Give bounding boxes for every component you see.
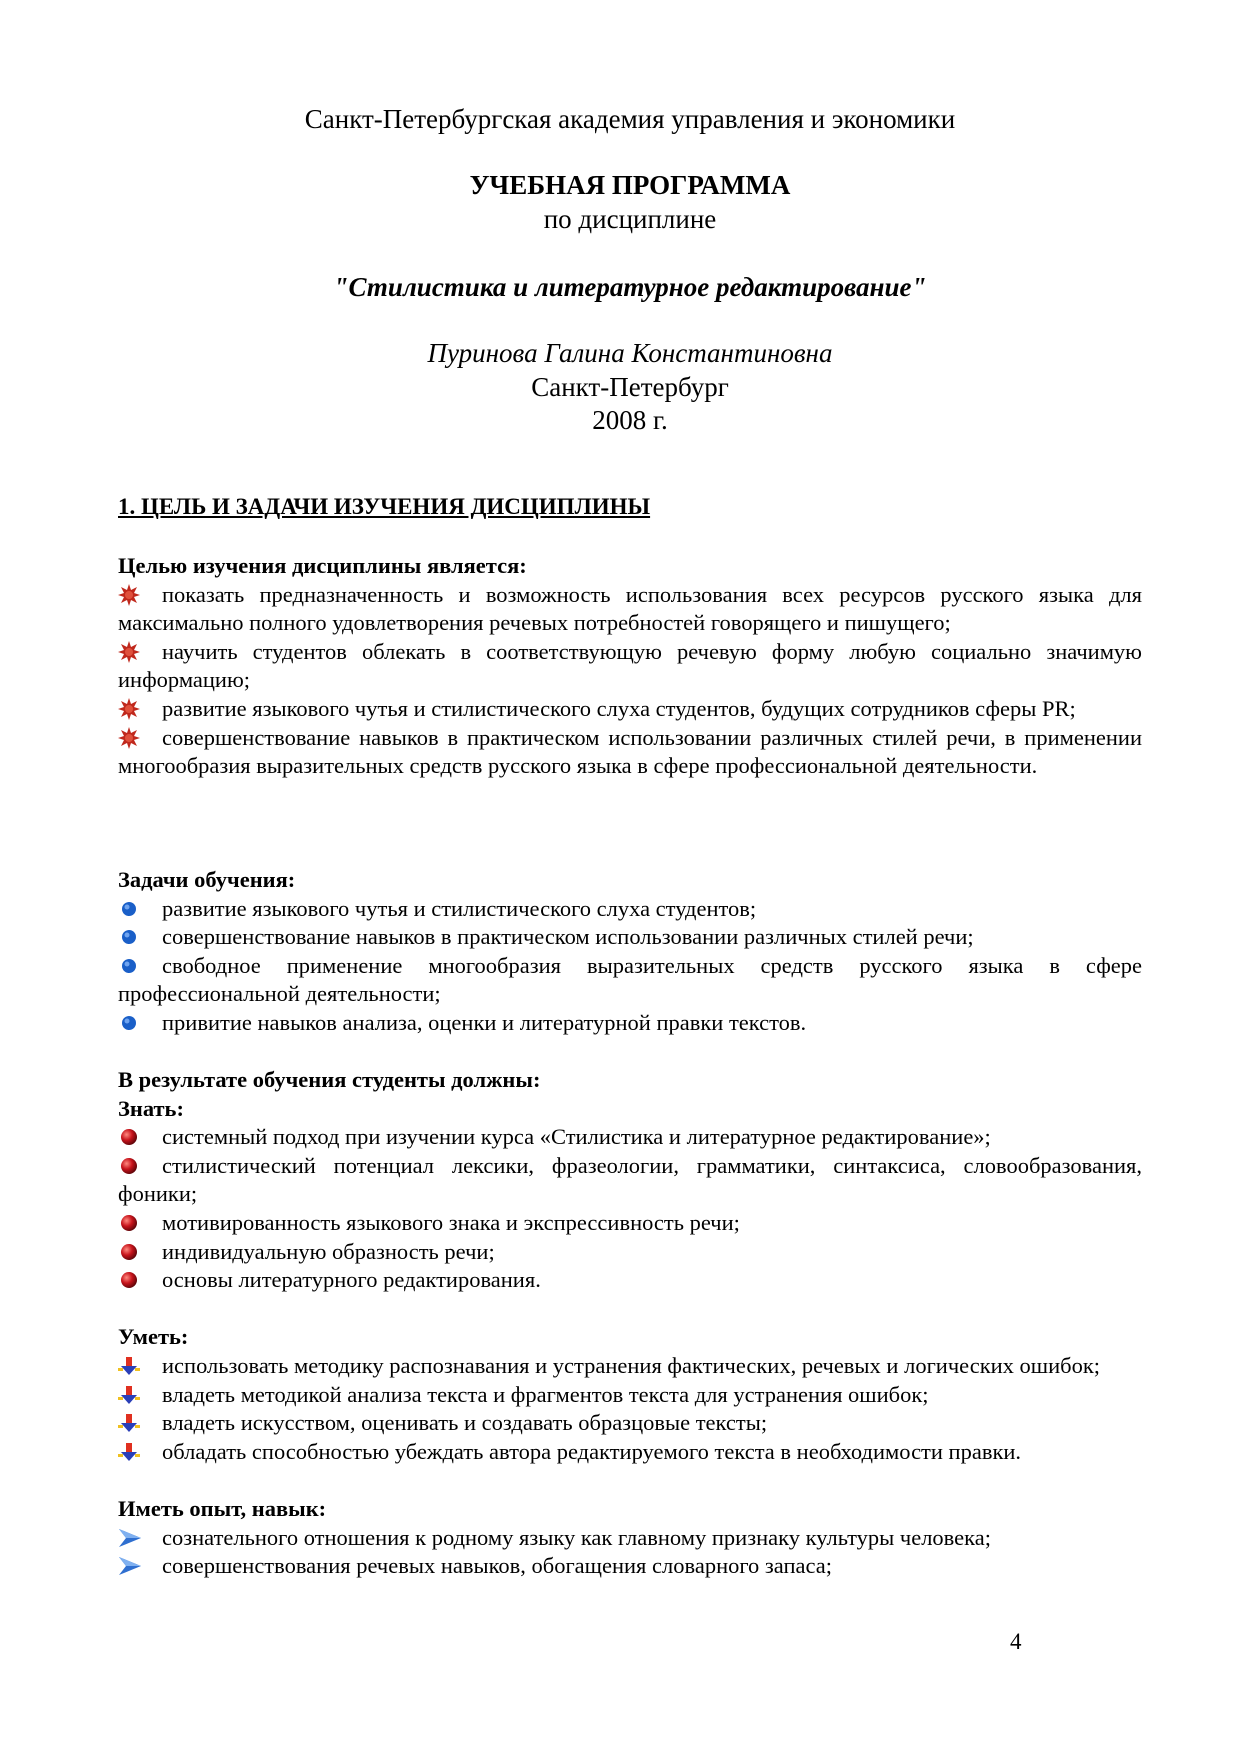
tasks-heading: Задачи обучения: xyxy=(118,867,296,892)
arrow-down-bullet-icon xyxy=(118,1441,142,1465)
dot-bullet-icon xyxy=(118,1012,142,1036)
star-bullet-icon xyxy=(118,727,142,751)
list-item: системный подход при изучении курса «Стилистика и литературное редактирование»; xyxy=(118,1123,1142,1152)
ball-bullet-icon xyxy=(118,1241,142,1265)
ball-bullet-icon xyxy=(118,1212,142,1236)
discipline-title: "Стилистика и литературное редактирование" xyxy=(333,272,927,302)
arrow-down-bullet-icon xyxy=(118,1384,142,1408)
list-item: стилистический потенциал лексики, фразеологии, грамматики, синтаксиса, словообразования, фоники; xyxy=(118,1152,1142,1207)
document-title: УЧЕБНАЯ ПРОГРАММА xyxy=(469,170,791,200)
list-item: использовать методику распознавания и устранения фактических, речевых и логических ошибок; xyxy=(118,1352,1142,1381)
list-item: развитие языкового чутья и стилистического слуха студентов; xyxy=(118,895,1142,924)
page-number: 4 xyxy=(1010,1629,1022,1654)
star-bullet-icon xyxy=(118,641,142,665)
experience-heading: Иметь опыт, навык: xyxy=(118,1495,327,1521)
list-item: совершенствование навыков в практическом использовании различных стилей речи; xyxy=(118,923,1142,952)
ball-bullet-icon xyxy=(118,1126,142,1150)
dot-bullet-icon xyxy=(118,926,142,950)
list-item: совершенствование навыков в практическом использовании различных стилей речи, в применении многообразия выразительных средств русского языка в сфере профессиональной деятельности. xyxy=(118,724,1142,779)
goals-heading: Целью изучения дисциплины является: xyxy=(118,553,527,578)
tasks-block xyxy=(118,866,1142,1038)
list-item: мотивированность языкового знака и экспрессивность речи; xyxy=(118,1209,1142,1238)
list-item: обладать способностью убеждать автора редактируемого текста в необходимости правки. xyxy=(118,1438,1142,1467)
list-item: научить студентов облекать в соответствующую речевую форму любую социально значимую информацию; xyxy=(118,638,1142,693)
list-item: владеть методикой анализа текста и фрагментов текста для устранения ошибок; xyxy=(118,1381,1142,1410)
city: Санкт-Петербург xyxy=(531,372,729,402)
institution-name: Санкт-Петербургская академия управления и экономики xyxy=(304,104,956,134)
list-item: сознательного отношения к родному языку как главному признаку культуры человека; xyxy=(118,1524,1142,1553)
list-item: основы литературного редактирования. xyxy=(118,1266,1142,1295)
document-subtitle: по дисциплине xyxy=(543,204,717,234)
ball-bullet-icon xyxy=(118,1269,142,1293)
list-item: развитие языкового чутья и стилистического слуха студентов, будущих сотрудников сферы PR; xyxy=(118,695,1142,724)
can-heading: Уметь: xyxy=(118,1324,189,1350)
author-name: Пуринова Галина Константиновна xyxy=(427,338,833,368)
goals-block xyxy=(118,552,1142,781)
dot-bullet-icon xyxy=(118,898,142,922)
dot-bullet-icon xyxy=(118,955,142,979)
ball-bullet-icon xyxy=(118,1155,142,1179)
list-item: владеть искусством, оценивать и создавать образцовые тексты; xyxy=(118,1409,1142,1438)
section-heading: 1. ЦЕЛЬ И ЗАДАЧИ ИЗУЧЕНИЯ ДИСЦИПЛИНЫ xyxy=(118,494,651,519)
list-item: привитие навыков анализа, оценки и литературной правки текстов. xyxy=(118,1009,1142,1038)
star-bullet-icon xyxy=(118,584,142,608)
results-block xyxy=(118,1066,1142,1581)
list-item: совершенствования речевых навыков, обогащения словарного запаса; xyxy=(118,1552,1142,1581)
list-item: показать предназначенность и возможность использования всех ресурсов русского языка для максимально полного удовлетворения речевых потребностей говорящего и пишущего; xyxy=(118,581,1142,636)
year: 2008 г. xyxy=(592,405,668,435)
arrow-right-bullet-icon xyxy=(118,1527,142,1551)
arrow-right-bullet-icon xyxy=(118,1555,142,1579)
results-heading: В результате обучения студенты должны: xyxy=(118,1067,541,1092)
list-item: индивидуальную образность речи; xyxy=(118,1238,1142,1267)
arrow-down-bullet-icon xyxy=(118,1412,142,1436)
arrow-down-bullet-icon xyxy=(118,1355,142,1379)
know-heading: Знать: xyxy=(118,1095,184,1121)
star-bullet-icon xyxy=(118,698,142,722)
list-item: свободное применение многообразия выразительных средств русского языка в сфере профессиональной деятельности; xyxy=(118,952,1142,1007)
